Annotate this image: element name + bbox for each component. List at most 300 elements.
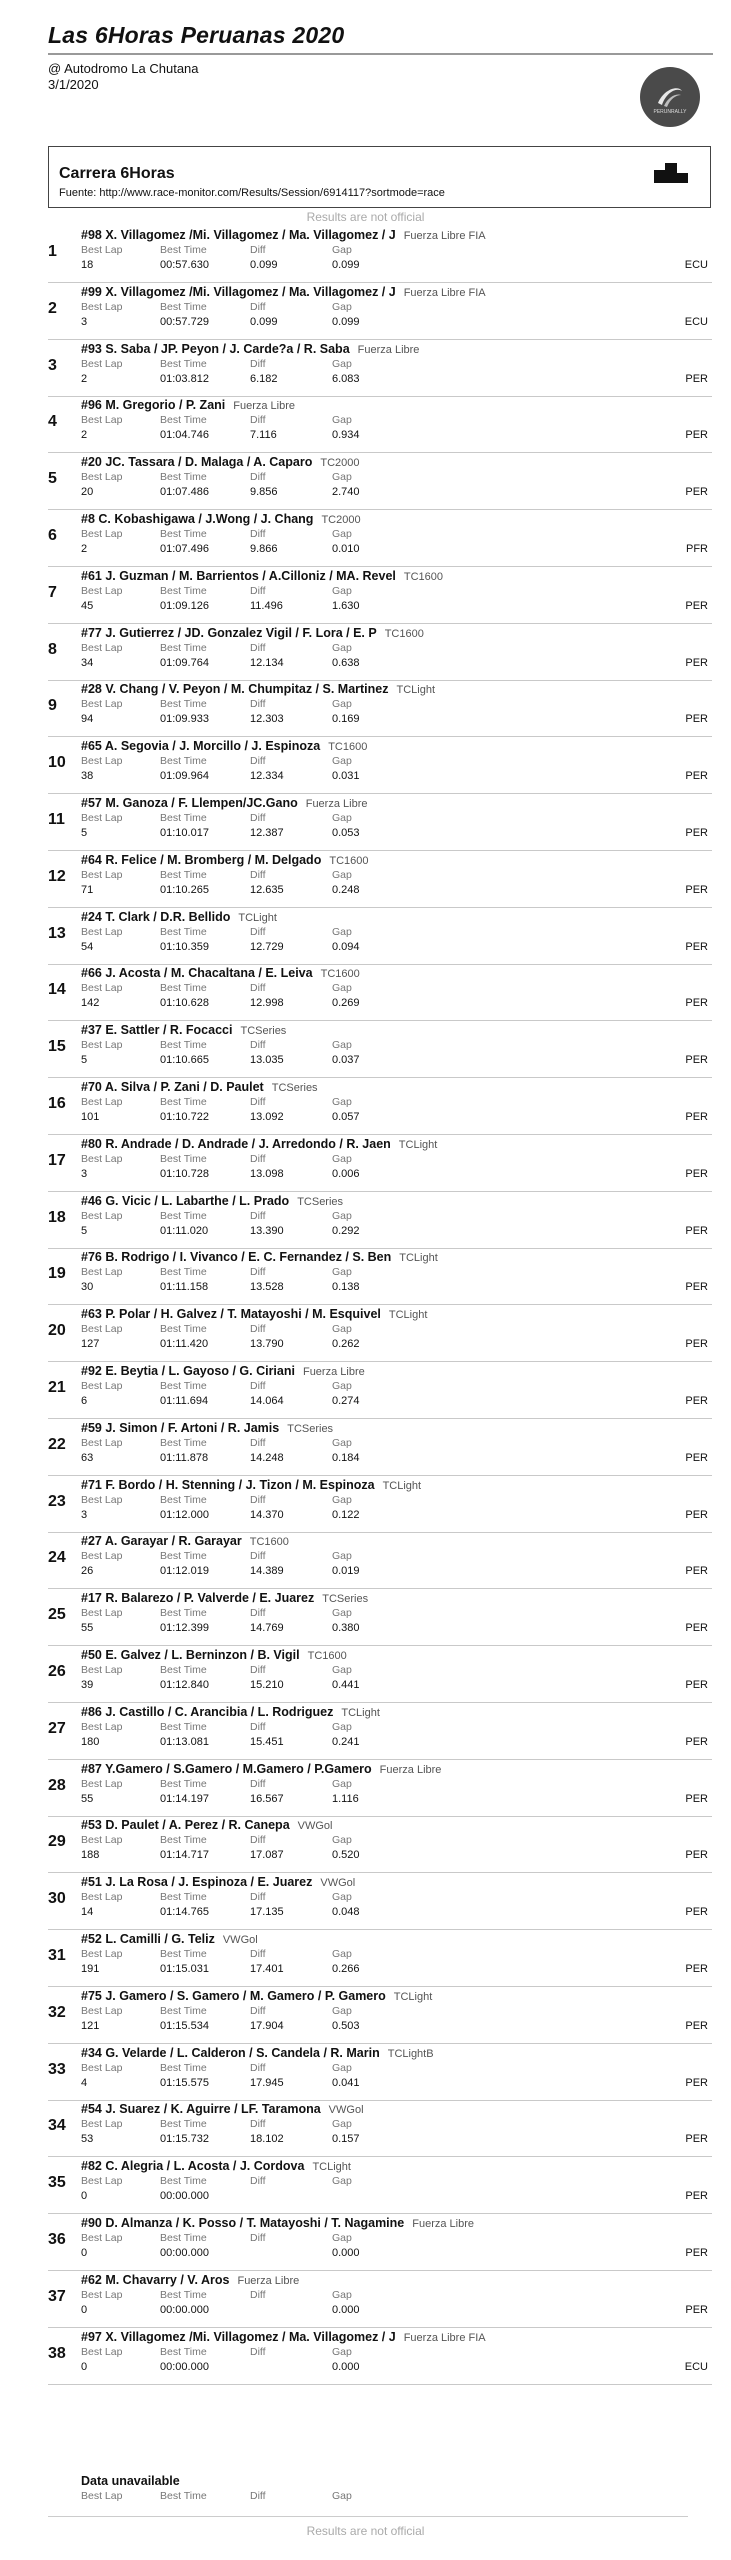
diff-value: 12.387 <box>250 827 284 839</box>
result-row <box>48 680 712 737</box>
diff-label: Diff <box>250 2232 266 2244</box>
result-row <box>48 2271 712 2328</box>
best-lap-label: Best Lap <box>81 1607 123 1619</box>
result-row <box>48 794 712 851</box>
gap-value: 1.116 <box>332 1793 359 1805</box>
diff-value: 9.856 <box>250 486 278 498</box>
best-time-value: 01:10.017 <box>160 827 209 839</box>
diff-label: Diff <box>250 869 266 881</box>
driver-names <box>81 1932 258 1946</box>
nationality: PER <box>685 373 708 385</box>
diff-value: 14.064 <box>250 1395 284 1407</box>
diff-label: Diff <box>250 1607 266 1619</box>
gap-value: 0.241 <box>332 1736 360 1748</box>
gap-label: Gap <box>332 982 352 994</box>
driver-names <box>81 398 295 412</box>
driver-names <box>81 1875 355 1889</box>
gap-value: 0.934 <box>332 429 360 441</box>
best-time-label: Best Time <box>160 812 207 824</box>
result-row <box>48 453 712 510</box>
best-lap-label: Best Lap <box>81 244 123 256</box>
driver-names-text: #54 J. Suarez / K. Aguirre / LF. Taramona <box>81 2102 321 2116</box>
driver-names <box>81 853 368 867</box>
best-time-label: Best Time <box>160 471 207 483</box>
gap-label: Gap <box>332 1153 352 1165</box>
best-lap-value: 71 <box>81 884 94 896</box>
gap-value: 0.520 <box>332 1849 360 1861</box>
best-lap-value: 6 <box>81 1395 88 1407</box>
gap-value: 0.248 <box>332 884 360 896</box>
best-time-label: Best Time <box>160 982 207 994</box>
best-time-value: 01:15.732 <box>160 2133 209 2145</box>
diff-label: Diff <box>250 1096 266 1108</box>
best-time-label: Best Time <box>160 926 207 938</box>
position-number: 2 <box>48 300 57 317</box>
nationality: PER <box>685 1736 708 1748</box>
car-class: Fuerza Libre <box>305 798 368 810</box>
diff-value: 9.866 <box>250 543 278 555</box>
organizer-logo <box>640 67 700 127</box>
diff-value: 13.790 <box>250 1338 284 1350</box>
best-time-value: 01:10.359 <box>160 941 209 953</box>
position-number: 19 <box>48 1265 66 1282</box>
nationality: PER <box>685 713 708 725</box>
position-number: 14 <box>48 981 66 998</box>
diff-value: 13.528 <box>250 1281 284 1293</box>
event-header <box>48 22 713 92</box>
driver-names <box>81 1421 333 1435</box>
driver-names <box>81 910 277 924</box>
gap-label: Gap <box>332 698 352 710</box>
diff-label: Diff <box>250 1664 266 1676</box>
driver-names-text: #50 E. Galvez / L. Berninzon / B. Vigil <box>81 1648 300 1662</box>
best-lap-value: 142 <box>81 997 100 1009</box>
gap-label: Gap <box>332 1096 352 1108</box>
diff-value: 12.998 <box>250 997 284 1009</box>
car-class: Fuerza Libre <box>357 344 420 356</box>
best-lap-label: Best Lap <box>81 1210 123 1222</box>
best-time-label: Best Time <box>160 244 207 256</box>
nationality: PER <box>685 600 708 612</box>
best-lap-value: 2 <box>81 429 88 441</box>
driver-names <box>81 966 360 980</box>
best-lap-label: Best Lap <box>81 301 123 313</box>
nationality: PER <box>685 1168 708 1180</box>
position-number: 35 <box>48 2174 66 2191</box>
best-lap-value: 101 <box>81 1111 100 1123</box>
nationality: PER <box>685 2133 708 2145</box>
car-class: TCSeries <box>297 1196 344 1208</box>
best-lap-value: 2 <box>81 373 88 385</box>
car-class: Fuerza Libre <box>302 1366 365 1378</box>
best-time-label: Best Time <box>160 1550 207 1562</box>
driver-names <box>81 2046 434 2060</box>
gap-value: 0.262 <box>332 1338 360 1350</box>
diff-label: Diff <box>250 1039 266 1051</box>
best-lap-label: Best Lap <box>81 2118 123 2130</box>
result-row <box>48 624 712 681</box>
official-notice-top: Results are not official <box>306 210 425 224</box>
best-lap-value: 3 <box>81 316 88 328</box>
diff-value: 0.099 <box>250 259 278 271</box>
best-time-value: 01:03.812 <box>160 373 209 385</box>
gap-label: Gap <box>332 869 352 881</box>
diff-label: Diff <box>250 1891 266 1903</box>
best-time-label: Best Time <box>160 1721 207 1733</box>
best-time-label: Best Time <box>160 698 207 710</box>
best-lap-label: Best Lap <box>81 1096 123 1108</box>
car-class: TCLight <box>396 684 436 696</box>
driver-names-text: #77 J. Gutierrez / JD. Gonzalez Vigil / F. Lora / E. P <box>81 626 377 640</box>
best-time-label: Best Time <box>160 2175 207 2187</box>
position-number: 25 <box>48 1606 66 1623</box>
best-time-value: 00:00.000 <box>160 2361 209 2373</box>
diff-value: 12.134 <box>250 657 284 669</box>
driver-names <box>81 569 443 583</box>
best-lap-value: 0 <box>81 2247 88 2259</box>
best-time-label: Best Time <box>160 2062 207 2074</box>
best-time-label: Best Time <box>160 2346 207 2358</box>
best-lap-value: 4 <box>81 2077 88 2089</box>
gap-value: 0.157 <box>332 2133 360 2145</box>
car-class: Fuerza Libre <box>233 400 296 412</box>
result-row <box>48 283 712 340</box>
best-lap-value: 39 <box>81 1679 94 1691</box>
best-lap-value: 2 <box>81 543 88 555</box>
data-unavailable-title: Data unavailable <box>81 2474 180 2488</box>
best-lap-label: Best Lap <box>81 1266 123 1278</box>
best-lap-label: Best Lap <box>81 528 123 540</box>
best-time-value: 00:00.000 <box>160 2304 209 2316</box>
diff-label: Diff <box>250 1323 266 1335</box>
best-time-value: 01:15.031 <box>160 1963 209 1975</box>
best-time-label: Best Time <box>160 2118 207 2130</box>
car-class: VWGol <box>320 1877 356 1889</box>
car-class: TC1600 <box>384 628 424 640</box>
nationality: PER <box>685 1793 708 1805</box>
best-lap-value: 127 <box>81 1338 100 1350</box>
nationality: PFR <box>686 543 708 555</box>
car-class: Fuerza Libre FIA <box>403 287 486 299</box>
driver-names-text: #53 D. Paulet / A. Perez / R. Canepa <box>81 1818 290 1832</box>
nationality: PER <box>685 2020 708 2032</box>
nationality: PER <box>685 1054 708 1066</box>
gap-value: 0.138 <box>332 1281 360 1293</box>
best-time-label: Best Time <box>160 2232 207 2244</box>
gap-value: 0.441 <box>332 1679 360 1691</box>
best-lap-value: 121 <box>81 2020 100 2032</box>
diff-value: 12.334 <box>250 770 284 782</box>
driver-names-text: #97 X. Villagomez /Mi. Villagomez / Ma. Villagomez / J <box>81 2330 396 2344</box>
result-row <box>48 2328 712 2385</box>
best-time-value: 01:11.020 <box>160 1225 209 1237</box>
best-lap-label: Best Lap <box>81 1323 123 1335</box>
gap-value: 0.099 <box>332 316 360 328</box>
best-lap-label: Best Lap <box>81 1891 123 1903</box>
driver-names-text: #90 D. Almanza / K. Posso / T. Matayoshi / T. Nagamine <box>81 2216 405 2230</box>
best-lap-value: 45 <box>81 600 94 612</box>
position-number: 3 <box>48 357 57 374</box>
best-time-value: 01:10.665 <box>160 1054 209 1066</box>
best-lap-label: Best Lap <box>81 755 123 767</box>
car-class: Fuerza Libre <box>412 2218 475 2230</box>
result-row <box>48 1021 712 1078</box>
nationality: ECU <box>684 259 708 271</box>
diff-value: 17.904 <box>250 2020 284 2032</box>
best-time-label: Best Time <box>160 1778 207 1790</box>
best-lap-value: 30 <box>81 1281 94 1293</box>
best-lap-label: Best Lap <box>81 414 123 426</box>
best-lap-value: 5 <box>81 827 88 839</box>
position-number: 36 <box>48 2231 66 2248</box>
session-box <box>48 146 711 208</box>
result-row <box>48 1930 712 1987</box>
nationality: PER <box>685 1452 708 1464</box>
best-time-value: 01:12.840 <box>160 1679 209 1691</box>
diff-value: 17.087 <box>250 1849 284 1861</box>
driver-names-text: #27 A. Garayar / R. Garayar <box>81 1534 242 1548</box>
gap-label: Gap <box>332 1721 352 1733</box>
gap-value: 0.274 <box>332 1395 360 1407</box>
driver-names-text: #93 S. Saba / JP. Peyon / J. Carde?a / R. Saba <box>81 342 350 356</box>
best-lap-label: Best Lap <box>81 1948 123 1960</box>
car-class: TC1600 <box>328 741 368 753</box>
car-class: TCSeries <box>271 1082 318 1094</box>
nationality: PER <box>685 486 708 498</box>
gap-value: 0.010 <box>332 543 360 555</box>
diff-value: 6.182 <box>250 373 278 385</box>
gap-value: 0.503 <box>332 2020 360 2032</box>
best-lap-label: Best Lap <box>81 1664 123 1676</box>
best-time-label: Best Time <box>160 1664 207 1676</box>
best-lap-label: Best Lap <box>81 1550 123 1562</box>
car-class: TC1600 <box>249 1536 289 1548</box>
position-number: 11 <box>48 811 65 828</box>
diff-value: 14.370 <box>250 1509 284 1521</box>
driver-names-text: #34 G. Velarde / L. Calderon / S. Candela / R. Marin <box>81 2046 380 2060</box>
driver-names-text: #71 F. Bordo / H. Stenning / J. Tizon / M. Espinoza <box>81 1478 375 1492</box>
diff-label: Diff <box>250 1380 266 1392</box>
best-time-label: Best Time <box>160 358 207 370</box>
driver-names-text: #96 M. Gregorio / P. Zani <box>81 398 226 412</box>
gap-label: Gap <box>332 1778 352 1790</box>
car-class: TCLight <box>388 1309 428 1321</box>
driver-names-text: #24 T. Clark / D.R. Bellido <box>81 910 231 924</box>
position-number: 21 <box>48 1379 66 1396</box>
gap-label: Gap <box>332 1607 352 1619</box>
driver-names-text: #61 J. Guzman / M. Barrientos / A.Cilloniz / MA. Revel <box>81 569 396 583</box>
best-time-value: 01:11.158 <box>160 1281 209 1293</box>
position-number: 23 <box>48 1493 66 1510</box>
nationality: PER <box>685 941 708 953</box>
gap-label: Gap <box>332 528 352 540</box>
diff-value: 12.635 <box>250 884 284 896</box>
best-time-label: Best Time <box>160 2005 207 2017</box>
driver-names <box>81 626 424 640</box>
car-class: VWGol <box>297 1820 333 1832</box>
nationality: PER <box>685 1281 708 1293</box>
gap-label: Gap <box>332 812 352 824</box>
car-class: TCSeries <box>322 1593 369 1605</box>
diff-value: 12.303 <box>250 713 284 725</box>
gap-label: Gap <box>332 358 352 370</box>
best-time-value: 01:07.496 <box>160 543 209 555</box>
nationality: ECU <box>684 2361 708 2373</box>
position-number: 10 <box>48 754 66 771</box>
driver-names <box>81 739 367 753</box>
position-number: 33 <box>48 2061 66 2078</box>
car-class: TC2000 <box>321 514 361 526</box>
best-time-value: 01:12.399 <box>160 1622 209 1634</box>
best-lap-value: 5 <box>81 1054 88 1066</box>
diff-label: Diff <box>250 1948 266 1960</box>
driver-names-text: #57 M. Ganoza / F. Llempen/JC.Gano <box>81 796 298 810</box>
gap-value: 1.630 <box>332 600 360 612</box>
car-class: VWGol <box>328 2104 364 2116</box>
gap-value: 0.041 <box>332 2077 360 2089</box>
gap-value: 0.053 <box>332 827 360 839</box>
best-lap-value: 53 <box>81 2133 94 2145</box>
driver-names <box>81 1818 333 1832</box>
driver-names <box>81 1080 318 1094</box>
gap-label: Gap <box>332 2118 352 2130</box>
diff-label: Diff <box>250 1266 266 1278</box>
nationality: PER <box>685 1225 708 1237</box>
position-number: 8 <box>48 641 57 658</box>
best-time-label: Best Time <box>160 1437 207 1449</box>
best-lap-label: Best Lap <box>81 1494 123 1506</box>
event-date: 3/1/2020 <box>48 77 99 92</box>
gap-label: Gap <box>332 2289 352 2301</box>
car-class: TCLight <box>393 1991 433 2003</box>
diff-value: 14.389 <box>250 1565 284 1577</box>
gap-label: Gap <box>332 1266 352 1278</box>
position-number: 38 <box>48 2345 66 2362</box>
gap-label: Gap <box>332 244 352 256</box>
diff-label: Diff <box>250 812 266 824</box>
car-class: Fuerza Libre FIA <box>403 2332 486 2344</box>
gap-label: Gap <box>332 585 352 597</box>
session-source: Fuente: http://www.race-monitor.com/Results/Session/6914117?sortmode=race <box>59 187 445 199</box>
best-time-label: Best Time <box>160 301 207 313</box>
result-row <box>48 1816 712 1873</box>
nationality: PER <box>685 1338 708 1350</box>
result-row <box>48 1532 712 1589</box>
best-lap-label: Best Lap <box>81 812 123 824</box>
gap-label: Gap <box>332 1550 352 1562</box>
unavailable-best-time-label: Best Time <box>160 2490 207 2502</box>
result-row <box>48 1419 712 1476</box>
nationality: PER <box>685 429 708 441</box>
driver-names <box>81 1364 365 1378</box>
result-row <box>48 1873 712 1930</box>
nationality: PER <box>685 770 708 782</box>
diff-label: Diff <box>250 414 266 426</box>
driver-names <box>81 1137 437 1151</box>
position-number: 30 <box>48 1890 66 1907</box>
best-time-value: 01:07.486 <box>160 486 209 498</box>
car-class: TC1600 <box>403 571 444 583</box>
result-row <box>48 2214 712 2271</box>
result-row <box>48 1192 712 1249</box>
nationality: PER <box>685 1395 708 1407</box>
best-lap-label: Best Lap <box>81 926 123 938</box>
diff-label: Diff <box>250 471 266 483</box>
diff-label: Diff <box>250 301 266 313</box>
position-number: 13 <box>48 925 66 942</box>
diff-label: Diff <box>250 1834 266 1846</box>
driver-names <box>81 342 419 356</box>
diff-label: Diff <box>250 926 266 938</box>
best-time-value: 01:11.878 <box>160 1452 209 1464</box>
best-time-label: Best Time <box>160 1153 207 1165</box>
best-time-label: Best Time <box>160 1096 207 1108</box>
car-class: TC1600 <box>329 855 369 867</box>
diff-label: Diff <box>250 982 266 994</box>
best-time-label: Best Time <box>160 2289 207 2301</box>
diff-label: Diff <box>250 244 266 256</box>
gap-value: 2.740 <box>332 486 360 498</box>
best-time-value: 01:15.575 <box>160 2077 209 2089</box>
diff-label: Diff <box>250 1153 266 1165</box>
diff-label: Diff <box>250 642 266 654</box>
gap-label: Gap <box>332 1210 352 1222</box>
best-lap-label: Best Lap <box>81 2005 123 2017</box>
car-class: TCSeries <box>240 1025 287 1037</box>
gap-value: 0.006 <box>332 1168 360 1180</box>
best-time-value: 01:14.717 <box>160 1849 209 1861</box>
best-time-value: 01:13.081 <box>160 1736 209 1748</box>
result-row <box>48 1589 712 1646</box>
driver-names <box>81 2273 299 2287</box>
driver-names <box>81 1762 441 1776</box>
best-lap-value: 188 <box>81 1849 100 1861</box>
driver-names-text: #99 X. Villagomez /Mi. Villagomez / Ma. Villagomez / J <box>81 285 396 299</box>
title-divider <box>48 53 713 55</box>
driver-names-text: #66 J. Acosta / M. Chacaltana / E. Leiva <box>81 966 313 980</box>
best-lap-label: Best Lap <box>81 2062 123 2074</box>
driver-names-text: #80 R. Andrade / D. Andrade / J. Arredondo / R. Jaen <box>81 1137 391 1151</box>
best-time-value: 01:14.197 <box>160 1793 209 1805</box>
best-time-value: 01:11.420 <box>160 1338 209 1350</box>
car-class: TCSeries <box>287 1423 334 1435</box>
nationality: ECU <box>684 316 708 328</box>
diff-label: Diff <box>250 2005 266 2017</box>
car-class: TCLight <box>341 1707 380 1719</box>
gap-value: 0.000 <box>332 2361 360 2373</box>
best-lap-value: 26 <box>81 1565 94 1577</box>
car-class: VWGol <box>222 1934 258 1946</box>
result-row <box>48 510 712 567</box>
best-time-value: 01:12.019 <box>160 1565 209 1577</box>
result-row <box>48 737 712 794</box>
gap-value: 0.031 <box>332 770 360 782</box>
nationality: PER <box>685 827 708 839</box>
best-time-value: 01:09.764 <box>160 657 209 669</box>
position-number: 32 <box>48 2004 66 2021</box>
position-number: 9 <box>48 697 57 714</box>
best-time-label: Best Time <box>160 1380 207 1392</box>
best-time-value: 00:00.000 <box>160 2247 209 2259</box>
best-lap-label: Best Lap <box>81 2175 123 2187</box>
best-lap-value: 0 <box>81 2190 88 2202</box>
position-number: 7 <box>48 584 57 601</box>
diff-value: 11.496 <box>250 600 283 612</box>
gap-value: 0.037 <box>332 1054 360 1066</box>
diff-label: Diff <box>250 2175 266 2187</box>
best-lap-label: Best Lap <box>81 2289 123 2301</box>
best-lap-value: 0 <box>81 2304 88 2316</box>
